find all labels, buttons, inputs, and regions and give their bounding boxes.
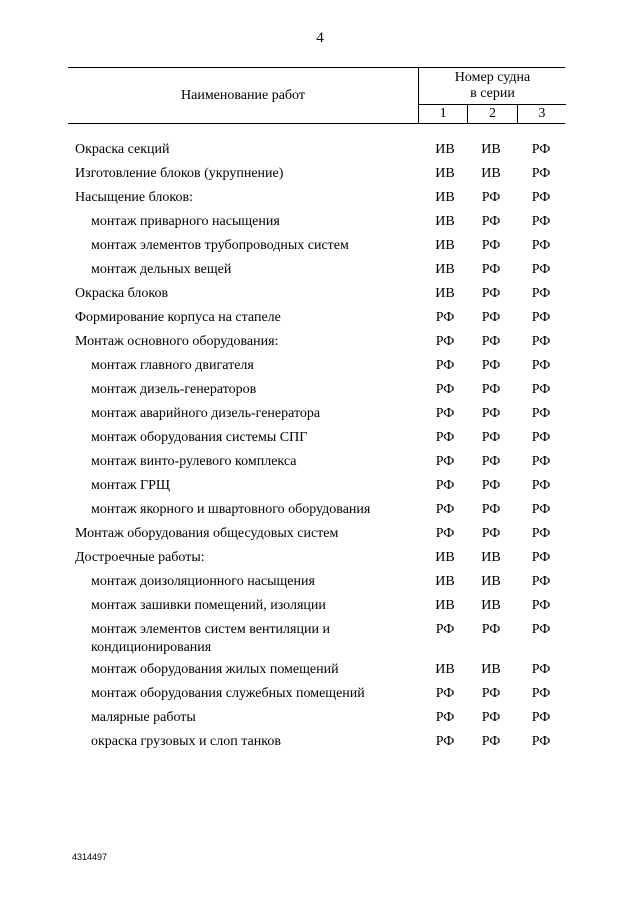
- work-name-cell: монтаж дельных вещей: [91, 262, 232, 277]
- work-name-cell: монтаж приварного насыщения: [91, 214, 280, 229]
- series-3-cell: РФ: [531, 358, 551, 373]
- series-1-cell: ИВ: [435, 574, 455, 589]
- series-2-cell: РФ: [481, 190, 501, 205]
- work-name-cell: монтаж аварийного дизель-генератора: [91, 406, 321, 421]
- series-3-cell: РФ: [531, 734, 551, 749]
- series-3-cell: РФ: [531, 214, 551, 229]
- vessel-number-title: [419, 70, 566, 102]
- series-1-cell: ИВ: [435, 166, 455, 181]
- series-2-cell: РФ: [481, 334, 501, 349]
- series-2-cell: РФ: [481, 238, 501, 253]
- series-3-cell: РФ: [531, 550, 551, 565]
- series-2-cell: РФ: [481, 214, 501, 229]
- vessel-number-line-2: в серии: [470, 86, 515, 101]
- series-3-cell: РФ: [531, 238, 551, 253]
- series-2-cell: РФ: [481, 406, 501, 421]
- work-name-cell: Достроечные работы:: [75, 550, 205, 565]
- work-name-cell: малярные работы: [91, 710, 196, 725]
- series-2-cell: ИВ: [481, 598, 501, 613]
- series-3-cell: РФ: [531, 286, 551, 301]
- series-col-1: 1: [439, 106, 447, 121]
- series-1-cell: ИВ: [435, 550, 455, 565]
- series-2-cell: РФ: [481, 454, 501, 469]
- series-2-cell: РФ: [481, 358, 501, 373]
- work-name-header: Наименование работ: [181, 87, 305, 103]
- series-1-cell: ИВ: [435, 662, 455, 677]
- series-1-cell: РФ: [435, 686, 455, 701]
- series-2-cell: РФ: [481, 734, 501, 749]
- series-1-cell: ИВ: [435, 190, 455, 205]
- series-2-cell: РФ: [481, 686, 501, 701]
- series-1-cell: РФ: [435, 526, 455, 541]
- series-2-cell: РФ: [481, 286, 501, 301]
- series-1-cell: ИВ: [435, 262, 455, 277]
- series-3-cell: РФ: [531, 142, 551, 157]
- series-2-cell: РФ: [481, 710, 501, 725]
- work-name-cell: окраска грузовых и слоп танков: [91, 734, 281, 749]
- series-1-cell: ИВ: [435, 286, 455, 301]
- series-3-cell: РФ: [531, 310, 551, 325]
- series-columns: [419, 104, 566, 124]
- series-3-cell: РФ: [531, 166, 551, 181]
- series-1-cell: РФ: [435, 334, 455, 349]
- series-1-cell: РФ: [435, 454, 455, 469]
- series-1-cell: РФ: [435, 502, 455, 517]
- page-number: 4: [316, 30, 324, 46]
- work-name-cell: монтаж оборудования служебных помещений: [91, 686, 365, 701]
- work-name-cell: Окраска блоков: [75, 286, 169, 301]
- series-3-cell: РФ: [531, 478, 551, 493]
- series-2-cell: РФ: [481, 526, 501, 541]
- series-2-cell: РФ: [481, 478, 501, 493]
- series-2-cell: ИВ: [481, 166, 501, 181]
- work-name-cell: монтаж элементов систем вентиляции и кондиционирования: [91, 622, 330, 655]
- work-name-cell: Насыщение блоков:: [75, 190, 193, 205]
- work-name-cell: монтаж доизоляционного насыщения: [91, 574, 315, 589]
- work-name-cell: Формирование корпуса на стапеле: [75, 310, 281, 325]
- series-1-cell: РФ: [435, 478, 455, 493]
- series-2-cell: РФ: [481, 262, 501, 277]
- series-1-cell: РФ: [435, 734, 455, 749]
- series-3-cell: РФ: [531, 262, 551, 277]
- series-2-cell: ИВ: [481, 142, 501, 157]
- series-col-2: 2: [467, 105, 516, 124]
- series-3-cell: РФ: [531, 430, 551, 445]
- work-name-cell: Окраска секций: [75, 142, 170, 157]
- work-name-cell: монтаж оборудования системы СПГ: [91, 430, 308, 445]
- series-3-cell: РФ: [531, 382, 551, 397]
- series-3-cell: РФ: [531, 502, 551, 517]
- work-name-cell: монтаж винто-рулевого комплекса: [91, 454, 297, 469]
- series-1-cell: ИВ: [435, 598, 455, 613]
- series-3-cell: РФ: [531, 710, 551, 725]
- series-3-cell: РФ: [531, 190, 551, 205]
- work-name-cell: Монтаж основного оборудования:: [75, 334, 279, 349]
- series-col-3: 3: [517, 105, 566, 124]
- series-1-cell: РФ: [435, 382, 455, 397]
- series-2-cell: РФ: [481, 382, 501, 397]
- work-name-cell: монтаж якорного и швартовного оборудования: [91, 502, 371, 517]
- work-name-cell: монтаж дизель-генераторов: [91, 382, 257, 397]
- series-1-cell: ИВ: [435, 142, 455, 157]
- table-header: [68, 67, 565, 124]
- work-name-cell: монтаж элементов трубопроводных систем: [91, 238, 349, 253]
- series-1-cell: РФ: [435, 406, 455, 421]
- series-2-cell: РФ: [481, 430, 501, 445]
- series-2-cell: РФ: [481, 502, 501, 517]
- series-3-cell: РФ: [531, 454, 551, 469]
- series-3-cell: РФ: [531, 334, 551, 349]
- series-2-cell: ИВ: [481, 662, 501, 677]
- series-3-cell: РФ: [531, 574, 551, 589]
- series-1-cell: РФ: [435, 622, 455, 637]
- vessel-number-header: [418, 68, 566, 123]
- series-1-cell: ИВ: [435, 238, 455, 253]
- work-name-cell: Монтаж оборудования общесудовых систем: [75, 526, 339, 541]
- work-name-cell: монтаж зашивки помещений, изоляции: [91, 598, 326, 613]
- work-name-cell: монтаж ГРЩ: [91, 478, 171, 493]
- series-3-cell: РФ: [531, 686, 551, 701]
- series-2-cell: ИВ: [481, 550, 501, 565]
- series-3-cell: РФ: [531, 526, 551, 541]
- work-name-cell: монтаж главного двигателя: [91, 358, 254, 373]
- footer-code: 4314497: [72, 852, 108, 862]
- series-1-cell: РФ: [435, 358, 455, 373]
- series-1-cell: ИВ: [435, 214, 455, 229]
- series-2-cell: ИВ: [481, 574, 501, 589]
- series-1-cell: РФ: [435, 710, 455, 725]
- series-1-cell: РФ: [435, 310, 455, 325]
- series-2-cell: РФ: [481, 622, 501, 637]
- series-3-cell: РФ: [531, 662, 551, 677]
- work-name-cell: монтаж оборудования жилых помещений: [91, 662, 339, 677]
- series-2-cell: РФ: [481, 310, 501, 325]
- work-name-cell: Изготовление блоков (укрупнение): [75, 166, 284, 181]
- series-3-cell: РФ: [531, 406, 551, 421]
- vessel-number-line-1: Номер судна: [454, 70, 531, 85]
- series-3-cell: РФ: [531, 622, 551, 637]
- series-1-cell: РФ: [435, 430, 455, 445]
- series-3-cell: РФ: [531, 598, 551, 613]
